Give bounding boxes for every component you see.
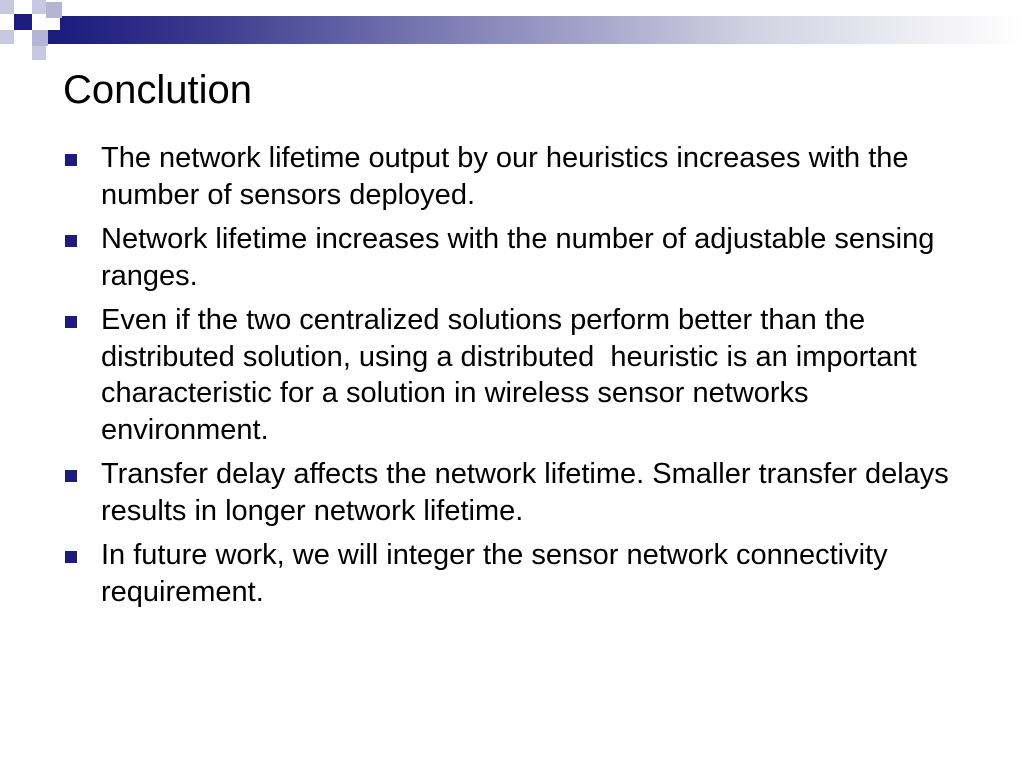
bullet-item [0,456,1024,529]
bullet-text: In future work, we will integer the sensor network connectivity requirement. [101,539,896,608]
bullet-text: Network lifetime increases with the number of adjustable sensing ranges. [101,223,943,292]
bullet-text: Even if the two centralized solutions perform better than the distributed solution, using a distributed heuristic is an important characteristic for a solution in wireless sensor networks environment. [101,304,925,446]
square-bullet-icon [65,470,77,482]
square-bullet-icon [65,316,77,328]
square-bullet-icon [65,154,77,166]
bullet-list [0,140,1024,618]
decor-square-icon [14,14,32,30]
decor-square-icon [0,0,14,14]
decor-square-icon [32,30,48,46]
square-bullet-icon [65,551,77,563]
decor-square-icon [0,30,14,44]
bullet-text: Transfer delay affects the network lifetime. Smaller transfer delays results in longer network lifetime. [101,458,957,527]
header-gradient-bar [60,16,1024,44]
square-bullet-icon [65,235,77,247]
decor-square-icon [48,30,62,44]
bullet-item [0,221,1024,294]
bullet-item [0,140,1024,213]
decor-square-icon [46,2,62,18]
decor-square-icon [32,46,46,60]
header-decoration [0,0,1024,60]
bullet-item [0,302,1024,448]
bullet-item [0,537,1024,610]
slide-title: Conclution [63,68,253,112]
bullet-text: The network lifetime output by our heuristics increases with the number of sensors deployed. [101,142,917,211]
decor-square-icon [32,0,46,14]
